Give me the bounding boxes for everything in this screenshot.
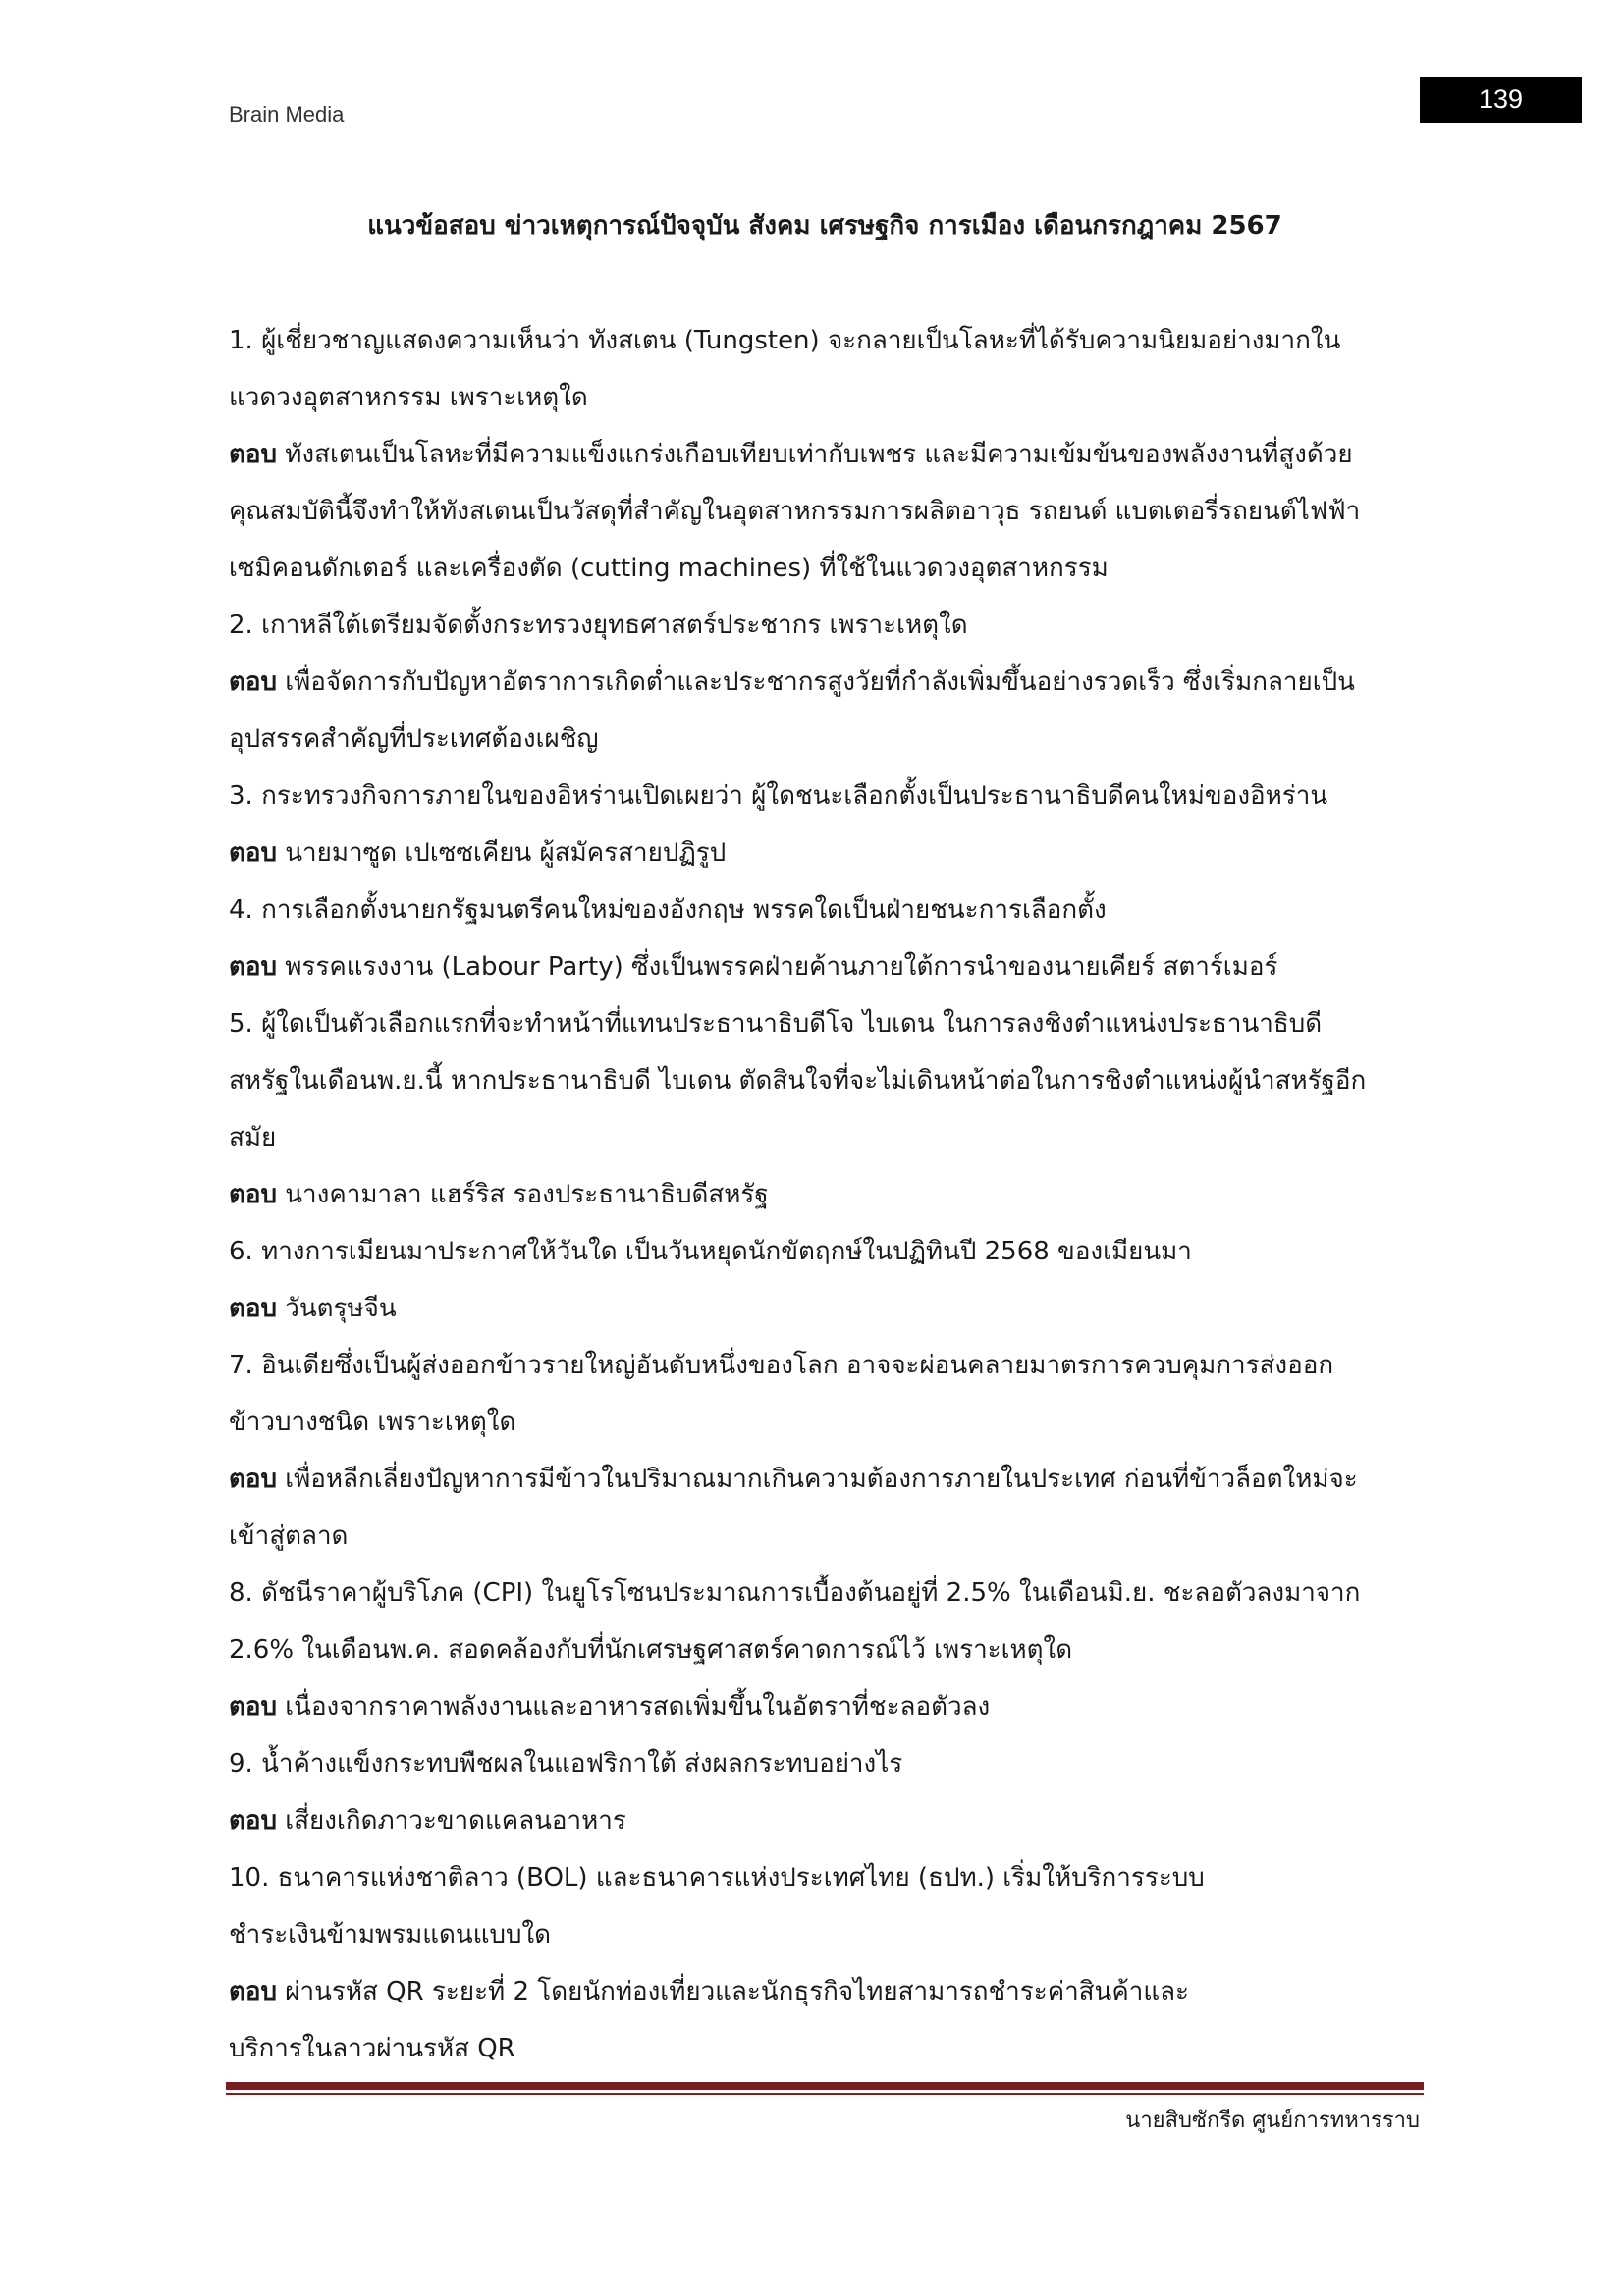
answer-text: เนื่องจากราคาพลังงานและอาหารสดเพิ่มขึ้นในอัตราที่ชะลอตัวลง	[277, 1692, 991, 1722]
answer-line	[229, 938, 1421, 995]
question-line: 9. น้ำค้างแข็งกระทบพืชผลในแอฟริกาใต้ ส่งผลกระทบอย่างไร	[229, 1749, 903, 1779]
answer-text: เสี่ยงเกิดภาวะขาดแคลนอาหาร	[277, 1806, 626, 1836]
footer-author: นายสิบซักรีด ศูนย์การทหารราบ	[1125, 2109, 1420, 2133]
question-line: บริการในลาวผ่านรหัส QR	[229, 2034, 515, 2063]
publisher-name: Brain Media	[229, 102, 345, 127]
question-line: 2.6% ในเดือนพ.ค. สอดคล้องกับที่นักเศรษฐศาสตร์คาดการณ์ไว้ เพราะเหตุใด	[229, 1635, 1073, 1665]
answer-label: ตอบ	[229, 1806, 278, 1836]
answer-label: ตอบ	[229, 1977, 278, 2006]
answer-text: วันตรุษจีน	[277, 1294, 397, 1323]
question-line: ชำระเงินข้ามพรมแดนแบบใด	[229, 1920, 552, 1949]
document-title: แนวข้อสอบ ข่าวเหตุการณ์ปัจจุบัน สังคม เศรษฐกิจ การเมือง เดือนกรกฎาคม 2567	[367, 211, 1282, 240]
question-line: 5. ผู้ใดเป็นตัวเลือกแรกที่จะทำหน้าที่แทนประธานาธิบดีโจ ไบเดน ในการลงชิงตำแหน่งประธานาธิบดี	[229, 1009, 1323, 1039]
question-line: สมัย	[229, 1123, 277, 1152]
answer-line	[229, 1679, 1421, 1735]
question-line: 2. เกาหลีใต้เตรียมจัดตั้งกระทรวงยุทธศาสตร์ประชากร เพราะเหตุใด	[229, 611, 968, 640]
answer-text: นางคามาลา แฮร์ริส รองประธานาธิบดีสหรัฐ	[277, 1180, 769, 1209]
question-line: 10. ธนาคารแห่งชาติลาว (BOL) และธนาคารแห่งประเทศไทย (ธปท.) เริ่มให้บริการระบบ	[229, 1863, 1205, 1893]
answer-text: พรรคแรงงาน (Labour Party) ซึ่งเป็นพรรคฝ่ายค้านภายใต้การนำของนายเคียร์ สตาร์เมอร์	[277, 952, 1278, 982]
question-line: แวดวงอุตสาหกรรม เพราะเหตุใด	[229, 383, 588, 412]
page-number-badge: 139	[1420, 77, 1582, 123]
answer-text: เพื่อหลีกเลี่ยงปัญหาการมีข้าวในปริมาณมากเกินความต้องการภายในประเทศ ก่อนที่ข้าวล็อตใหม่จะ	[277, 1465, 1358, 1494]
answer-label: ตอบ	[229, 838, 278, 868]
answer-text: เพื่อจัดการกับปัญหาอัตราการเกิดต่ำและประชากรสูงวัยที่กำลังเพิ่มขึ้นอย่างรวดเร็ว ซึ่งเริ่มกลายเป็น	[277, 667, 1355, 697]
answer-line	[229, 1792, 1421, 1849]
answer-line	[229, 1451, 1421, 1508]
question-line: อุปสรรคสำคัญที่ประเทศต้องเผชิญ	[229, 724, 599, 754]
question-line: 6. ทางการเมียนมาประกาศให้วันใด เป็นวันหยุดนักขัตฤกษ์ในปฏิทินปี 2568 ของเมียนมา	[229, 1237, 1192, 1266]
answer-line	[229, 426, 1421, 483]
answer-line	[229, 654, 1421, 711]
question-answer-list	[229, 312, 1421, 2077]
question-line: ข้าวบางชนิด เพราะเหตุใด	[229, 1408, 516, 1437]
question-line: 7. อินเดียซึ่งเป็นผู้ส่งออกข้าวรายใหญ่อันดับหนึ่งของโลก อาจจะผ่อนคลายมาตรการควบคุมการส่งออก	[229, 1351, 1334, 1380]
question-line: สหรัฐในเดือนพ.ย.นี้ หากประธานาธิบดี ไบเดน ตัดสินใจที่จะไม่เดินหน้าต่อในการชิงตำแหน่งผู้นำสหรัฐอีก	[229, 1066, 1367, 1095]
answer-label: ตอบ	[229, 1692, 278, 1722]
footer-divider-thick	[226, 2082, 1424, 2090]
answer-label: ตอบ	[229, 1294, 278, 1323]
question-line: 3. กระทรวงกิจการภายในของอิหร่านเปิดเผยว่า ผู้ใดชนะเลือกตั้งเป็นประธานาธิบดีคนใหม่ของอิหร่าน	[229, 781, 1328, 811]
footer-divider-thin	[226, 2093, 1424, 2095]
answer-label: ตอบ	[229, 1465, 278, 1494]
answer-line	[229, 1166, 1421, 1223]
answer-line	[229, 1963, 1421, 2020]
answer-text: ผ่านรหัส QR ระยะที่ 2 โดยนักท่องเที่ยวและนักธุรกิจไทยสามารถชำระค่าสินค้าและ	[277, 1977, 1189, 2006]
answer-label: ตอบ	[229, 667, 278, 697]
question-line: เซมิคอนดักเตอร์ และเครื่องตัด (cutting machines) ที่ใช้ในแวดวงอุตสาหกรรม	[229, 554, 1109, 583]
answer-label: ตอบ	[229, 440, 278, 469]
answer-label: ตอบ	[229, 952, 278, 982]
answer-line	[229, 1280, 1421, 1337]
answer-label: ตอบ	[229, 1180, 278, 1209]
question-line: เข้าสู่ตลาด	[229, 1522, 349, 1551]
answer-line	[229, 825, 1421, 881]
question-line: 4. การเลือกตั้งนายกรัฐมนตรีคนใหม่ของอังกฤษ พรรคใดเป็นฝ่ายชนะการเลือกตั้ง	[229, 895, 1107, 925]
answer-text: ทังสเตนเป็นโลหะที่มีความแข็งแกร่งเกือบเทียบเท่ากับเพชร และมีความเข้มข้นของพลังงานที่สูงด้วย	[277, 440, 1353, 469]
answer-text: นายมาซูด เปเซซเคียน ผู้สมัครสายปฏิรูป	[277, 838, 727, 868]
question-line: 8. ดัชนีราคาผู้บริโภค (CPI) ในยูโรโซนประมาณการเบื้องต้นอยู่ที่ 2.5% ในเดือนมิ.ย. ชะลอตัวลงมาจาก	[229, 1578, 1361, 1608]
question-line: 1. ผู้เชี่ยวชาญแสดงความเห็นว่า ทังสเตน (Tungsten) จะกลายเป็นโลหะที่ได้รับความนิยมอย่างมากใน	[229, 326, 1341, 355]
question-line: คุณสมบัตินี้จึงทำให้ทังสเตนเป็นวัสดุที่สำคัญในอุตสาหกรรมการผลิตอาวุธ รถยนต์ แบตเตอรี่รถยนต์ไฟฟ้า	[229, 497, 1361, 526]
